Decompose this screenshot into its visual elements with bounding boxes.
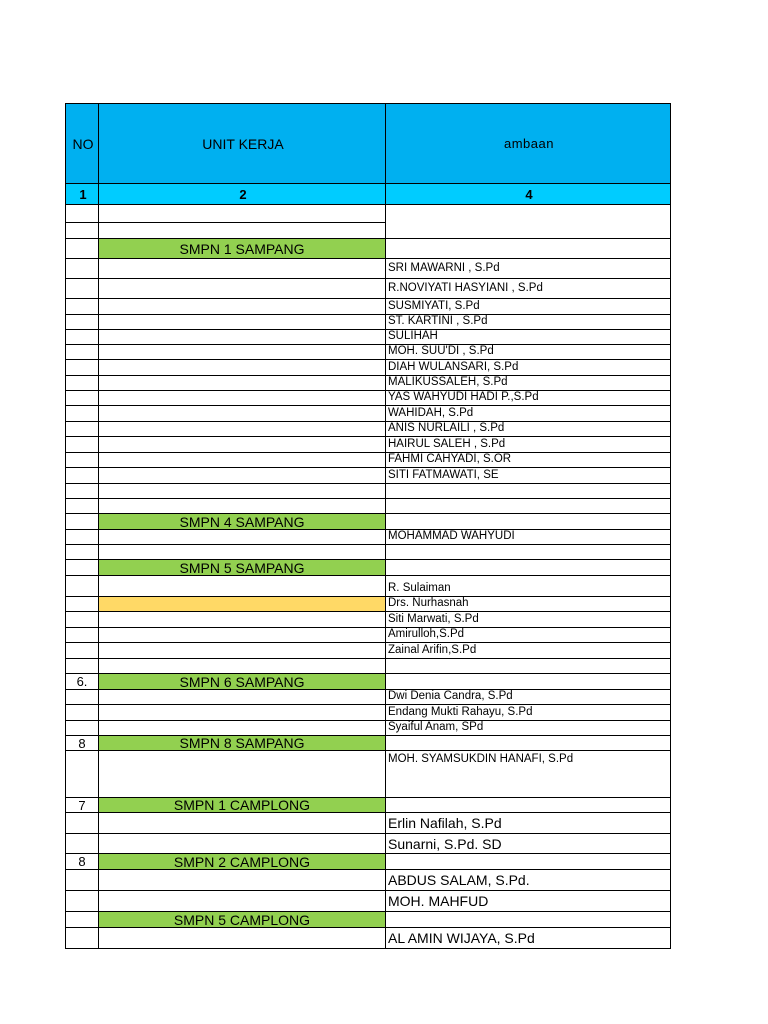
staff-name[interactable]: YAS WAHYUDI HADI P.,S.Pd [386, 391, 671, 406]
cell[interactable] [66, 597, 99, 612]
staff-table [65, 103, 671, 949]
cell[interactable] [66, 391, 99, 406]
cell[interactable] [66, 239, 99, 259]
cell[interactable] [66, 612, 99, 628]
cell[interactable] [386, 798, 671, 813]
cell[interactable] [99, 315, 386, 330]
staff-name[interactable]: ABDUS SALAM, S.Pd. [386, 870, 671, 891]
cell[interactable] [99, 299, 386, 315]
header-ambaan[interactable]: ambaan [386, 104, 671, 184]
cell[interactable] [66, 891, 99, 912]
cell[interactable] [66, 751, 99, 798]
school-name[interactable]: SMPN 6 SAMPANG [99, 674, 386, 690]
staff-name[interactable]: DIAH WULANSARI, S.Pd [386, 360, 671, 376]
cell[interactable] [386, 239, 671, 259]
cell[interactable] [66, 279, 99, 299]
cell[interactable] [99, 468, 386, 484]
cell[interactable] [99, 891, 386, 912]
cell[interactable] [99, 499, 386, 514]
school-name[interactable]: SMPN 1 SAMPANG [99, 239, 386, 259]
cell[interactable] [66, 453, 99, 468]
staff-name[interactable]: SULIHAH [386, 330, 671, 345]
staff-name[interactable]: Erlin Nafilah, S.Pd [386, 813, 671, 834]
staff-name[interactable]: ANIS NURLAILI , S.Pd [386, 422, 671, 437]
column-number-name[interactable]: 4 [386, 184, 671, 205]
cell[interactable] [66, 628, 99, 643]
staff-name[interactable]: R.NOVIYATI HASYIANI , S.Pd [386, 279, 671, 299]
cell[interactable] [66, 705, 99, 721]
staff-name[interactable]: Drs. Nurhasnah [386, 597, 671, 612]
cell[interactable] [99, 376, 386, 391]
cell[interactable] [99, 259, 386, 279]
cell[interactable] [99, 223, 386, 239]
staff-name[interactable]: MOH. SUU'DI , S.Pd [386, 345, 671, 360]
school-name[interactable]: SMPN 8 SAMPANG [99, 736, 386, 751]
cell[interactable] [99, 612, 386, 628]
row-number[interactable]: 8 [66, 854, 99, 870]
cell[interactable] [66, 643, 99, 659]
cell[interactable] [66, 499, 99, 514]
cell[interactable] [99, 751, 386, 798]
staff-name[interactable]: Endang Mukti Rahayu, S.Pd [386, 705, 671, 721]
cell[interactable] [66, 484, 99, 499]
cell[interactable] [386, 560, 671, 576]
cell[interactable] [99, 705, 386, 721]
cell[interactable] [66, 576, 99, 597]
cell[interactable] [66, 928, 99, 949]
cell[interactable] [66, 545, 99, 560]
cell[interactable] [386, 912, 671, 928]
cell[interactable] [386, 674, 671, 690]
cell[interactable] [99, 628, 386, 643]
cell[interactable] [386, 484, 671, 499]
cell[interactable] [66, 912, 99, 928]
cell[interactable] [66, 834, 99, 854]
cell[interactable] [99, 643, 386, 659]
staff-name[interactable]: Dwi Denia Candra, S.Pd [386, 690, 671, 705]
cell[interactable] [386, 514, 671, 530]
cell[interactable] [99, 530, 386, 545]
cell[interactable] [99, 721, 386, 736]
cell[interactable] [99, 330, 386, 345]
cell[interactable] [66, 514, 99, 530]
staff-name[interactable]: ST. KARTINI , S.Pd [386, 315, 671, 330]
staff-name[interactable]: MOH. MAHFUD [386, 891, 671, 912]
cell[interactable] [99, 406, 386, 422]
cell[interactable] [66, 330, 99, 345]
column-number-no[interactable]: 1 [66, 184, 99, 205]
school-name[interactable]: SMPN 2 CAMPLONG [99, 854, 386, 870]
staff-name[interactable]: AL AMIN WIJAYA, S.Pd [386, 928, 671, 949]
cell[interactable] [99, 690, 386, 705]
staff-name[interactable]: MALIKUSSALEH, S.Pd [386, 376, 671, 391]
cell[interactable] [99, 576, 386, 597]
cell[interactable] [99, 422, 386, 437]
staff-name[interactable]: FAHMI CAHYADI, S.OR [386, 453, 671, 468]
cell[interactable] [99, 205, 386, 223]
header-no[interactable]: NO [66, 104, 99, 184]
cell[interactable] [99, 360, 386, 376]
column-number-unit[interactable]: 2 [99, 184, 386, 205]
staff-name[interactable]: Zainal Arifin,S.Pd [386, 643, 671, 659]
cell[interactable] [66, 530, 99, 545]
staff-name[interactable]: MOH. SYAMSUKDIN HANAFI, S.Pd [386, 751, 671, 798]
cell[interactable] [66, 406, 99, 422]
cell[interactable] [66, 813, 99, 834]
school-name[interactable]: SMPN 5 CAMPLONG [99, 912, 386, 928]
cell[interactable] [99, 453, 386, 468]
cell[interactable] [99, 279, 386, 299]
staff-name[interactable]: Sunarni, S.Pd. SD [386, 834, 671, 854]
cell[interactable] [99, 659, 386, 674]
cell[interactable] [66, 299, 99, 315]
cell[interactable] [66, 376, 99, 391]
cell[interactable] [66, 315, 99, 330]
cell[interactable] [66, 422, 99, 437]
cell[interactable] [99, 345, 386, 360]
cell[interactable] [99, 870, 386, 891]
staff-name[interactable]: WAHIDAH, S.Pd [386, 406, 671, 422]
cell[interactable] [66, 560, 99, 576]
cell[interactable] [386, 736, 671, 751]
school-name[interactable]: SMPN 1 CAMPLONG [99, 798, 386, 813]
cell[interactable] [66, 870, 99, 891]
cell[interactable] [99, 928, 386, 949]
cell[interactable] [99, 484, 386, 499]
staff-name[interactable]: Amirulloh,S.Pd [386, 628, 671, 643]
staff-name[interactable]: SRI MAWARNI , S.Pd [386, 259, 671, 279]
row-number[interactable]: 8 [66, 736, 99, 751]
cell[interactable] [386, 545, 671, 560]
cell[interactable] [99, 391, 386, 406]
cell[interactable] [386, 499, 671, 514]
staff-name[interactable]: SITI FATMAWATI, SE [386, 468, 671, 484]
cell[interactable] [66, 721, 99, 736]
cell[interactable] [66, 437, 99, 453]
cell[interactable] [99, 813, 386, 834]
school-name[interactable]: SMPN 5 SAMPANG [99, 560, 386, 576]
staff-name[interactable]: SUSMIYATI, S.Pd [386, 299, 671, 315]
cell[interactable] [386, 854, 671, 870]
cell[interactable] [386, 659, 671, 674]
school-name[interactable]: SMPN 4 SAMPANG [99, 514, 386, 530]
cell[interactable] [99, 834, 386, 854]
cell[interactable] [66, 468, 99, 484]
staff-name[interactable]: R. Sulaiman [386, 576, 671, 597]
cell[interactable] [66, 659, 99, 674]
cell[interactable] [386, 205, 671, 239]
cell[interactable] [66, 345, 99, 360]
cell[interactable] [99, 437, 386, 453]
cell[interactable] [99, 545, 386, 560]
header-unit-kerja[interactable]: UNIT KERJA [99, 104, 386, 184]
staff-name[interactable]: Siti Marwati, S.Pd [386, 612, 671, 628]
staff-name[interactable]: HAIRUL SALEH , S.Pd [386, 437, 671, 453]
staff-name[interactable]: Syaiful Anam, SPd [386, 721, 671, 736]
cell[interactable] [66, 690, 99, 705]
cell[interactable] [66, 259, 99, 279]
cell[interactable] [66, 360, 99, 376]
highlighted-cell[interactable] [99, 597, 386, 612]
row-number[interactable]: 7 [66, 798, 99, 813]
cell[interactable] [66, 205, 99, 223]
row-number[interactable]: 6. [66, 674, 99, 690]
staff-name[interactable]: MOHAMMAD WAHYUDI [386, 530, 671, 545]
cell[interactable] [66, 223, 99, 239]
